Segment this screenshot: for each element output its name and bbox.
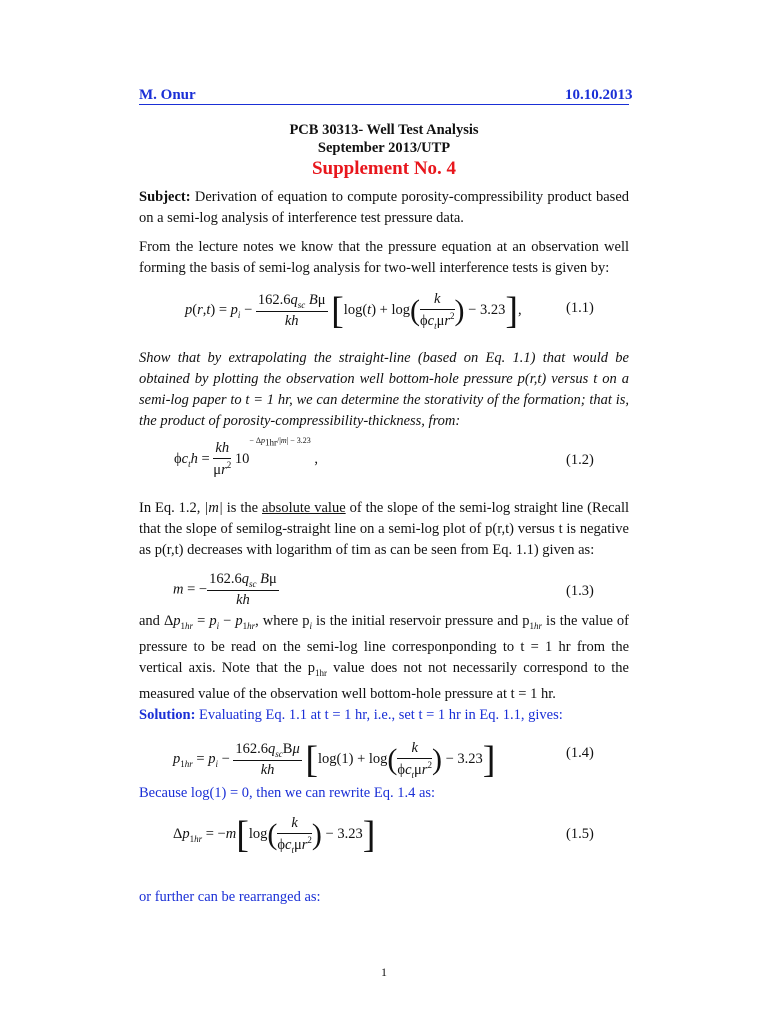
- dp-text-e: value does not not necessarily correspond to the measured value of the observation well bottom-hole pressure at t = 1 hr.: [139, 659, 629, 702]
- slope-text-a: In Eq. 1.2,: [139, 500, 201, 516]
- task-paragraph: Show that by extrapolating the straight-line (based on Eq. 1.1) that would be obtained by plotting the observation well bottom-hole pressure p(r,t) versus t on a semi-log paper to t = 1 hr, we can determine the storativity of the formation; that is, the product of porosity-compressibility-thickness, from:: [139, 350, 629, 429]
- date: 10.10.2013: [565, 87, 633, 103]
- equation-1-2: $\phi c_th$ = $\frac{kh}{\mu r^2}$ $10^{- \Delta p_{1hr}/|m| - 3.23}$ ,: [174, 435, 318, 478]
- eq-number-1-2: (1.2): [566, 452, 594, 468]
- title-block: [139, 121, 629, 181]
- subject-paragraph: [139, 187, 629, 229]
- slope-text-b: is the: [226, 500, 259, 516]
- solution-text: Evaluating Eq. 1.1 at t = 1 hr, i.e., set t = 1 hr in Eq. 1.1, gives:: [199, 707, 563, 723]
- dp-text-c: is the initial reservoir pressure and p: [316, 613, 530, 629]
- solution-label: Solution:: [139, 707, 196, 723]
- dp-text-d: is the value of pressure to be read on the semi-log line corresponponding to t = 1 hr from the vertical axis. Note that the p: [139, 613, 630, 676]
- dp-text-a: and: [139, 613, 160, 629]
- eq-number-1-4: (1.4): [566, 745, 594, 761]
- because-paragraph: Because log(1) = 0, then we can rewrite Eq. 1.4 as:: [139, 785, 436, 801]
- solution-paragraph: [139, 705, 629, 726]
- header-rule: [139, 104, 629, 105]
- eq-number-1-1: (1.1): [566, 300, 594, 316]
- equation-1-3: m = − $\frac{162.6q_{sc} B\mu}{kh}$: [173, 571, 277, 608]
- absolute-value-term: absolute value: [262, 500, 346, 516]
- supplement-title: Supplement No. 4: [311, 158, 457, 179]
- eq-number-1-3: (1.3): [566, 583, 594, 599]
- term: September 2013/UTP: [317, 140, 451, 156]
- delta-p-paragraph: and $\Delta p_{1hr} = p_i - p_{1hr}$, where $p_i$ is the initial reservoir pressure and $p_{1hr}$ is the value of pressure to be read on the semi-log line corresponponding to t = 1 hr from the vertical axis. Note that the $p_{1hr}$ value does not not necessarily correspond to the measured value of the observation well bottom-hole pressure at t = 1 hr.: [139, 613, 630, 702]
- slope-text-d: of the slope of the semi-log straight line (Recall that the slope of semilog-straight line on a semi-log plot of p(r,t) versus t is negative as p(r,t) decreases with logarithm of tim as can be seen from Eq. 1.1) given as:: [139, 500, 630, 558]
- subject-text: Derivation of equation to compute porosity-compressibility product based on a semi-log analysis of interference test pressure data.: [139, 189, 630, 226]
- eq-number-1-5: (1.5): [566, 826, 594, 842]
- dp-text-b: , where p: [255, 613, 310, 629]
- equation-1-1: $p(r,t) = p_i$ − $\frac{162.6q_{sc} B\mu}{kh}$ [log(t) + log( $\frac{k}{\phi c_t\mu r^2}$ ) − 3.23],: [185, 289, 522, 332]
- further-paragraph: or further can be rearranged as:: [139, 889, 321, 905]
- equation-1-5: $\Delta p_{1hr} = -m[\log$( $\frac{k}{\phi c_t\mu r^2}$ ) − 3.23]: [173, 813, 376, 856]
- subject-label: Subject:: [139, 189, 191, 205]
- intro-paragraph: From the lecture notes we know that the pressure equation at an observation well forming the basis of semi-log analysis for two-well interference tests is given by:: [139, 239, 629, 276]
- page-number: 1: [381, 965, 387, 979]
- slope-paragraph: In Eq. 1.2, |m| is the absolute value of the slope of the semi-log straight line (Recall that the slope of semilog-straight line on a semi-log plot of p(r,t) versus t is negative as p(r,t) decreases with logarithm of tim as can be seen from Eq. 1.1) given as:: [139, 500, 630, 558]
- equation-1-4: $p_{1hr} = p_i$ − $\frac{162.6q_{sc}B\mu}{kh}$ [log(1) + log( $\frac{k}{\phi c_t\mu r^2}$ ) − 3.23]: [173, 738, 496, 781]
- author: M. Onur: [139, 87, 196, 103]
- course-title: PCB 30313- Well Test Analysis: [289, 122, 479, 138]
